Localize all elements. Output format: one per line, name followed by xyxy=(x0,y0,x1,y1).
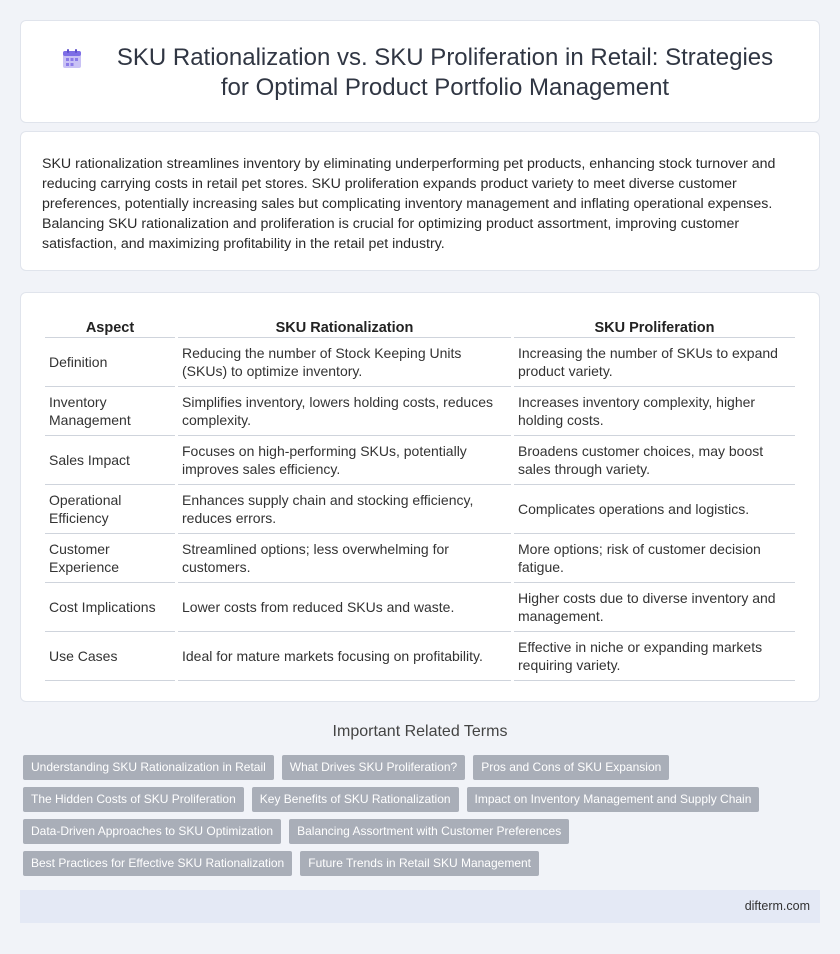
related-term-link[interactable]: Pros and Cons of SKU Expansion xyxy=(473,755,669,780)
aspect-cell: Operational Efficiency xyxy=(45,485,175,534)
footer-site-link[interactable]: difterm.com xyxy=(744,899,810,913)
tag-row xyxy=(23,787,803,812)
table-row xyxy=(45,436,795,485)
aspect-cell: Use Cases xyxy=(45,632,175,681)
rationalization-cell: Reducing the number of Stock Keeping Units (SKUs) to optimize inventory. xyxy=(178,338,511,387)
rationalization-cell: Focuses on high-performing SKUs, potentially improves sales efficiency. xyxy=(178,436,511,485)
table-row xyxy=(45,534,795,583)
table-row xyxy=(45,632,795,681)
table-row xyxy=(45,387,795,436)
column-header-rationalization: SKU Rationalization xyxy=(178,314,511,338)
related-term-link[interactable]: Understanding SKU Rationalization in Retail xyxy=(23,755,274,780)
related-term-link[interactable]: The Hidden Costs of SKU Proliferation xyxy=(23,787,244,812)
comparison-table xyxy=(42,314,798,681)
footer-bar xyxy=(20,890,820,923)
tag-row xyxy=(23,851,803,876)
related-term-link[interactable]: Impact on Inventory Management and Supply Chain xyxy=(467,787,760,812)
intro-card xyxy=(20,131,820,271)
proliferation-cell: Higher costs due to diverse inventory and management. xyxy=(514,583,795,632)
related-terms-list xyxy=(23,755,803,883)
related-term-link[interactable]: Key Benefits of SKU Rationalization xyxy=(252,787,459,812)
table-row xyxy=(45,485,795,534)
related-term-link[interactable]: Data-Driven Approaches to SKU Optimization xyxy=(23,819,281,844)
proliferation-cell: Increases inventory complexity, higher holding costs. xyxy=(514,387,795,436)
related-terms-heading: Important Related Terms xyxy=(332,723,508,740)
rationalization-cell: Simplifies inventory, lowers holding costs, reduces complexity. xyxy=(178,387,511,436)
table-row xyxy=(45,338,795,387)
tag-row xyxy=(23,819,803,844)
related-term-link[interactable]: Future Trends in Retail SKU Management xyxy=(300,851,539,876)
related-term-link[interactable]: Best Practices for Effective SKU Rationalization xyxy=(23,851,292,876)
rationalization-cell: Enhances supply chain and stocking efficiency, reduces errors. xyxy=(178,485,511,534)
rationalization-cell: Lower costs from reduced SKUs and waste. xyxy=(178,583,511,632)
aspect-cell: Cost Implications xyxy=(45,583,175,632)
related-term-link[interactable]: Balancing Assortment with Customer Preferences xyxy=(289,819,569,844)
intro-paragraph: SKU rationalization streamlines inventory by eliminating underperforming pet products, enhancing stock turnover and reducing carrying costs in retail pet stores. SKU proliferation expands product variety to meet diverse customer preferences, potentially increasing sales but complicating inventory management and inflating operational expenses. Balancing SKU rationalization and proliferation is crucial for optimizing product assortment, improving customer satisfaction, and maximizing profitability in the retail pet industry. xyxy=(42,156,776,252)
comparison-table-card xyxy=(20,292,820,702)
aspect-cell: Inventory Management xyxy=(45,387,175,436)
column-header-proliferation: SKU Proliferation xyxy=(514,314,795,338)
table-header-row xyxy=(45,314,795,338)
proliferation-cell: More options; risk of customer decision fatigue. xyxy=(514,534,795,583)
aspect-cell: Definition xyxy=(45,338,175,387)
aspect-cell: Sales Impact xyxy=(45,436,175,485)
proliferation-cell: Complicates operations and logistics. xyxy=(514,485,795,534)
related-term-link[interactable]: What Drives SKU Proliferation? xyxy=(282,755,465,780)
title-card xyxy=(20,20,820,123)
rationalization-cell: Ideal for mature markets focusing on profitability. xyxy=(178,632,511,681)
tag-row xyxy=(23,755,803,780)
proliferation-cell: Effective in niche or expanding markets requiring variety. xyxy=(514,632,795,681)
page-title: SKU Rationalization vs. SKU Proliferation in Retail: Strategies for Optimal Product Portfolio Management xyxy=(116,44,774,101)
proliferation-cell: Increasing the number of SKUs to expand product variety. xyxy=(514,338,795,387)
proliferation-cell: Broadens customer choices, may boost sales through variety. xyxy=(514,436,795,485)
table-row xyxy=(45,583,795,632)
aspect-cell: Customer Experience xyxy=(45,534,175,583)
column-header-aspect: Aspect xyxy=(45,314,175,338)
rationalization-cell: Streamlined options; less overwhelming for customers. xyxy=(178,534,511,583)
